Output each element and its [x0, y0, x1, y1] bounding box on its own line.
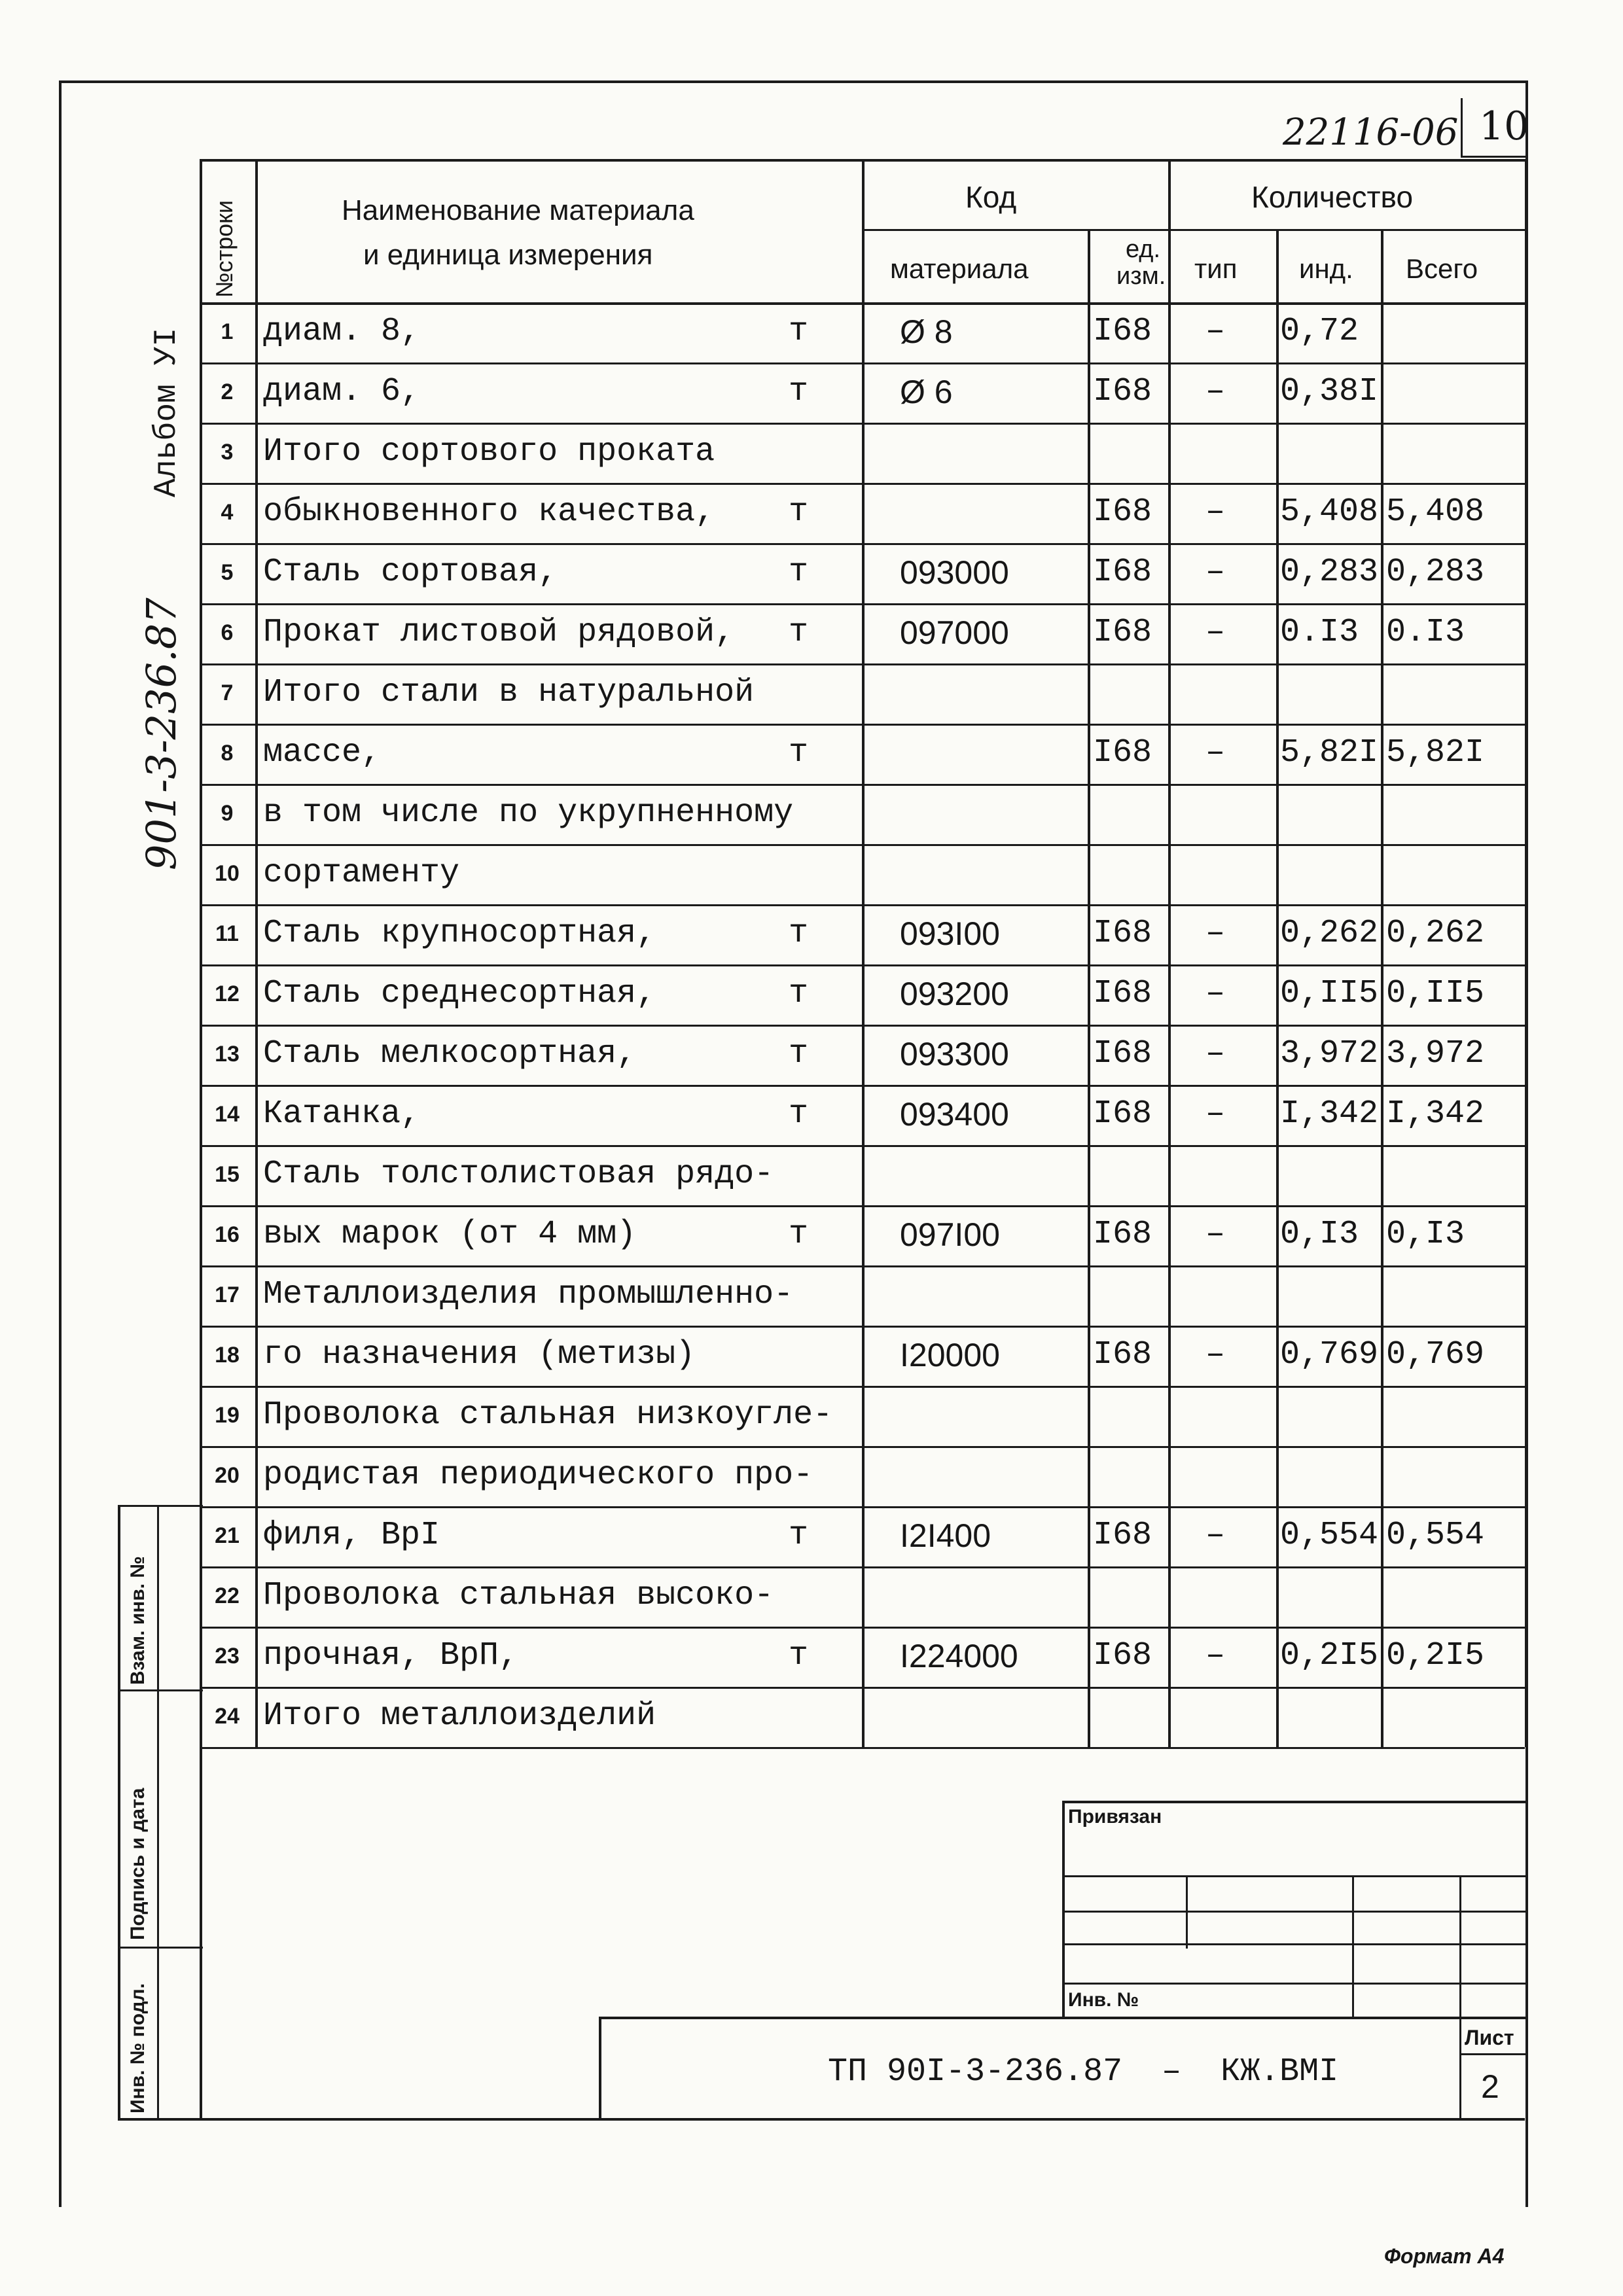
total-quantity: 0,2I5	[1386, 1637, 1485, 1674]
unit-of-measure: т	[789, 1637, 809, 1674]
row-line	[200, 1747, 1525, 1749]
material-name: Проволока стальная низкоугле-	[263, 1396, 833, 1434]
doc-code-frame-top	[599, 2017, 1527, 2019]
unit-of-measure: т	[789, 1035, 809, 1072]
individual-quantity: 0,II5	[1280, 975, 1379, 1012]
material-code: 093200	[900, 976, 1009, 1012]
col-no-name	[255, 159, 258, 1747]
col-left-extension	[200, 1747, 202, 2118]
material-name: Катанка,	[263, 1095, 421, 1133]
name-header-line2: и единица измерения	[363, 239, 653, 271]
unit-code: I68	[1093, 1035, 1152, 1072]
corner-box-bottom	[1461, 156, 1526, 158]
unit-of-measure: т	[789, 554, 809, 591]
material-name: го назначения (метизы)	[263, 1336, 696, 1373]
row-number: 12	[215, 981, 240, 1006]
type-value: –	[1205, 975, 1226, 1012]
title-col-line-3	[1459, 1875, 1461, 2120]
left-stamp-sep1	[118, 1689, 203, 1691]
total-quantity: 0,554	[1386, 1517, 1485, 1554]
material-name: сортаменту	[263, 855, 460, 892]
type-value: –	[1205, 554, 1226, 591]
privyazan-label: Привязан	[1068, 1806, 1162, 1828]
row-number: 7	[221, 680, 234, 705]
unit-of-measure: т	[789, 734, 809, 771]
type-value: –	[1205, 373, 1226, 410]
unit-code: I68	[1093, 313, 1152, 350]
individual-quantity: 0.I3	[1280, 614, 1359, 651]
col-ind-total	[1381, 229, 1383, 1747]
code-unit-header-line1: ед.	[1126, 236, 1161, 263]
type-value: –	[1205, 734, 1226, 771]
row-number: 14	[215, 1102, 240, 1127]
row-number: 21	[215, 1523, 240, 1548]
unit-code: I68	[1093, 493, 1152, 531]
material-name: Итого стали в натуральной	[263, 674, 755, 711]
type-value: –	[1205, 1216, 1226, 1253]
individual-quantity: 5,408	[1280, 493, 1379, 531]
individual-quantity: 3,972	[1280, 1035, 1379, 1072]
code-group-header: Код	[965, 180, 1017, 214]
row-number: 3	[221, 440, 234, 465]
row-number-header: №строки	[211, 200, 238, 298]
type-value: –	[1205, 1517, 1226, 1554]
row-number: 8	[221, 741, 234, 766]
individual-quantity: 5,82I	[1280, 734, 1379, 771]
col-right	[1525, 159, 1527, 1747]
title-row-line-2	[1062, 1911, 1527, 1913]
row-number: 16	[215, 1222, 240, 1247]
outer-frame-top	[59, 80, 1528, 83]
type-value: –	[1205, 1637, 1226, 1674]
unit-code: I68	[1093, 1637, 1152, 1674]
type-value: –	[1205, 1035, 1226, 1072]
unit-of-measure: т	[789, 1517, 809, 1554]
material-code: 093000	[900, 554, 1009, 591]
material-code: 093300	[900, 1036, 1009, 1072]
unit-code: I68	[1093, 975, 1152, 1012]
type-value: –	[1205, 915, 1226, 952]
unit-code: I68	[1093, 734, 1152, 771]
total-quantity: 0,262	[1386, 915, 1485, 952]
material-name: вых марок (от 4 мм)	[263, 1216, 637, 1253]
material-code: 097I00	[900, 1216, 1000, 1253]
material-code: I224000	[900, 1638, 1018, 1674]
individual-quantity: 0,769	[1280, 1336, 1379, 1373]
outer-frame-left	[59, 80, 62, 2207]
doc-code-frame-left	[599, 2017, 601, 2120]
quantity-ind-header: инд.	[1299, 253, 1353, 284]
material-name: диам. 6,	[263, 373, 421, 410]
corner-box-left	[1461, 98, 1463, 157]
code-unit-header-line2: изм.	[1116, 262, 1166, 290]
unit-code: I68	[1093, 1336, 1152, 1373]
row-number: 17	[215, 1282, 240, 1307]
header-subgroup-line	[862, 229, 1525, 231]
title-row-line-3	[1062, 1943, 1527, 1945]
left-stamp-inner	[157, 1505, 159, 2120]
col-ed-tip	[1168, 159, 1171, 1747]
type-value: –	[1205, 1336, 1226, 1373]
row-number: 22	[215, 1583, 240, 1608]
vzam-inv-label: Взам. инв. №	[127, 1556, 149, 1685]
row-number: 1	[221, 319, 234, 344]
sheet-corner-number: 10	[1479, 103, 1529, 149]
album-label: Альбом УI	[149, 327, 185, 497]
unit-code: I68	[1093, 554, 1152, 591]
unit-of-measure: т	[789, 313, 809, 350]
material-name: Сталь толстолистовая рядо-	[263, 1156, 774, 1193]
material-name: Сталь сортовая,	[263, 554, 558, 591]
row-number: 23	[215, 1644, 240, 1669]
individual-quantity: 0,38I	[1280, 373, 1379, 410]
title-col-line-1	[1186, 1875, 1188, 1949]
unit-code: I68	[1093, 373, 1152, 410]
title-row-line-1	[1062, 1875, 1527, 1877]
individual-quantity: 0,262	[1280, 915, 1379, 952]
unit-of-measure: т	[789, 493, 809, 531]
unit-code: I68	[1093, 1095, 1152, 1133]
unit-code: I68	[1093, 1216, 1152, 1253]
type-value: –	[1205, 313, 1226, 350]
doc-code: ТП 90I-3-236.87 – КЖ.ВМI	[828, 2053, 1339, 2091]
left-stamp-top	[118, 1505, 203, 1507]
unit-of-measure: т	[789, 915, 809, 952]
row-number: 18	[215, 1343, 240, 1368]
unit-of-measure: т	[789, 975, 809, 1012]
material-name: диам. 8,	[263, 313, 421, 350]
individual-quantity: 0,554	[1280, 1517, 1379, 1554]
material-name: Сталь мелкосортная,	[263, 1035, 637, 1072]
unit-of-measure: т	[789, 614, 809, 651]
total-quantity: I,342	[1386, 1095, 1485, 1133]
total-quantity: 0,769	[1386, 1336, 1485, 1373]
material-code: 093I00	[900, 915, 1000, 952]
title-row-line-4	[1062, 1983, 1527, 1985]
type-value: –	[1205, 614, 1226, 651]
unit-of-measure: т	[789, 1216, 809, 1253]
col-tip-ind	[1276, 229, 1279, 1747]
material-name: прочная, ВрП,	[263, 1637, 519, 1674]
type-value: –	[1205, 1095, 1226, 1133]
material-name: Итого металлоизделий	[263, 1697, 656, 1735]
inv-podl-label: Инв. № подл.	[127, 1983, 149, 2113]
material-code: I2I400	[900, 1517, 991, 1554]
material-name: Прокат листовой рядовой,	[263, 614, 735, 651]
type-value: –	[1205, 493, 1226, 531]
individual-quantity: 0,283	[1280, 554, 1379, 591]
title-block-frame-top	[1062, 1801, 1527, 1803]
material-name: массе,	[263, 734, 382, 771]
total-quantity: 0,283	[1386, 554, 1485, 591]
individual-quantity: 0,72	[1280, 313, 1359, 350]
material-code: Ø 6	[900, 374, 953, 410]
left-stamp-bottom	[118, 2118, 1525, 2121]
total-quantity: 5,408	[1386, 493, 1485, 531]
total-quantity: 5,82I	[1386, 734, 1485, 771]
material-name: Металлоизделия промышленно-	[263, 1276, 794, 1313]
left-stamp-outer	[118, 1505, 120, 2120]
unit-of-measure: т	[789, 1095, 809, 1133]
material-name: Сталь среднесортная,	[263, 975, 656, 1012]
material-name: Сталь крупносортная,	[263, 915, 656, 952]
row-number: 10	[215, 861, 240, 886]
material-name: обыкновенного качества,	[263, 493, 715, 531]
list-number: 2	[1481, 2068, 1499, 2105]
material-name: филя, ВрI	[263, 1517, 440, 1554]
archive-number: 22116-06	[1283, 111, 1459, 154]
row-number: 6	[221, 620, 234, 645]
title-col-line-2	[1352, 1875, 1354, 2017]
list-label: Лист	[1465, 2026, 1514, 2049]
quantity-total-header: Всего	[1406, 253, 1478, 284]
unit-of-measure: т	[789, 373, 809, 410]
row-number: 13	[215, 1042, 240, 1067]
material-code: 097000	[900, 614, 1009, 651]
col-name-code	[862, 159, 865, 1747]
row-number: 15	[215, 1162, 240, 1187]
material-name: родистая периодического про-	[263, 1457, 813, 1494]
material-name: Итого сортового проката	[263, 433, 715, 470]
material-name: Проволока стальная высоко-	[263, 1577, 774, 1614]
material-name: в том числе по укрупненному	[263, 794, 794, 832]
material-code: I20000	[900, 1337, 1000, 1373]
row-number: 2	[221, 380, 234, 404]
total-quantity: 3,972	[1386, 1035, 1485, 1072]
row-number: 11	[215, 921, 239, 946]
row-number: 19	[215, 1403, 240, 1428]
name-header-line1: Наименование материала	[342, 194, 694, 226]
podpis-data-label: Подпись и дата	[127, 1788, 149, 1940]
material-code: Ø 8	[900, 313, 953, 350]
list-label-line	[1459, 2053, 1527, 2055]
individual-quantity: 0,2I5	[1280, 1637, 1379, 1674]
total-quantity: 0.I3	[1386, 614, 1465, 651]
quantity-type-header: тип	[1194, 253, 1238, 284]
left-stamp-sep2	[118, 1947, 203, 1949]
format-label: Формат А4	[1384, 2244, 1505, 2268]
individual-quantity: I,342	[1280, 1095, 1379, 1133]
row-number: 5	[221, 560, 234, 585]
total-quantity: 0,II5	[1386, 975, 1485, 1012]
row-number: 24	[215, 1704, 240, 1729]
inv-no-label: Инв. №	[1068, 1989, 1139, 2011]
row-number: 20	[215, 1463, 240, 1488]
total-quantity: 0,I3	[1386, 1216, 1465, 1253]
project-code-handwritten: 901-3-236.87	[137, 597, 185, 870]
code-material-header: материала	[890, 253, 1029, 284]
material-code: 093400	[900, 1096, 1009, 1133]
row-number: 4	[221, 500, 234, 525]
unit-code: I68	[1093, 915, 1152, 952]
quantity-group-header: Количество	[1251, 180, 1414, 214]
unit-code: I68	[1093, 614, 1152, 651]
unit-code: I68	[1093, 1517, 1152, 1554]
row-number: 9	[221, 801, 234, 826]
individual-quantity: 0,I3	[1280, 1216, 1359, 1253]
col-code-ed	[1088, 229, 1090, 1747]
